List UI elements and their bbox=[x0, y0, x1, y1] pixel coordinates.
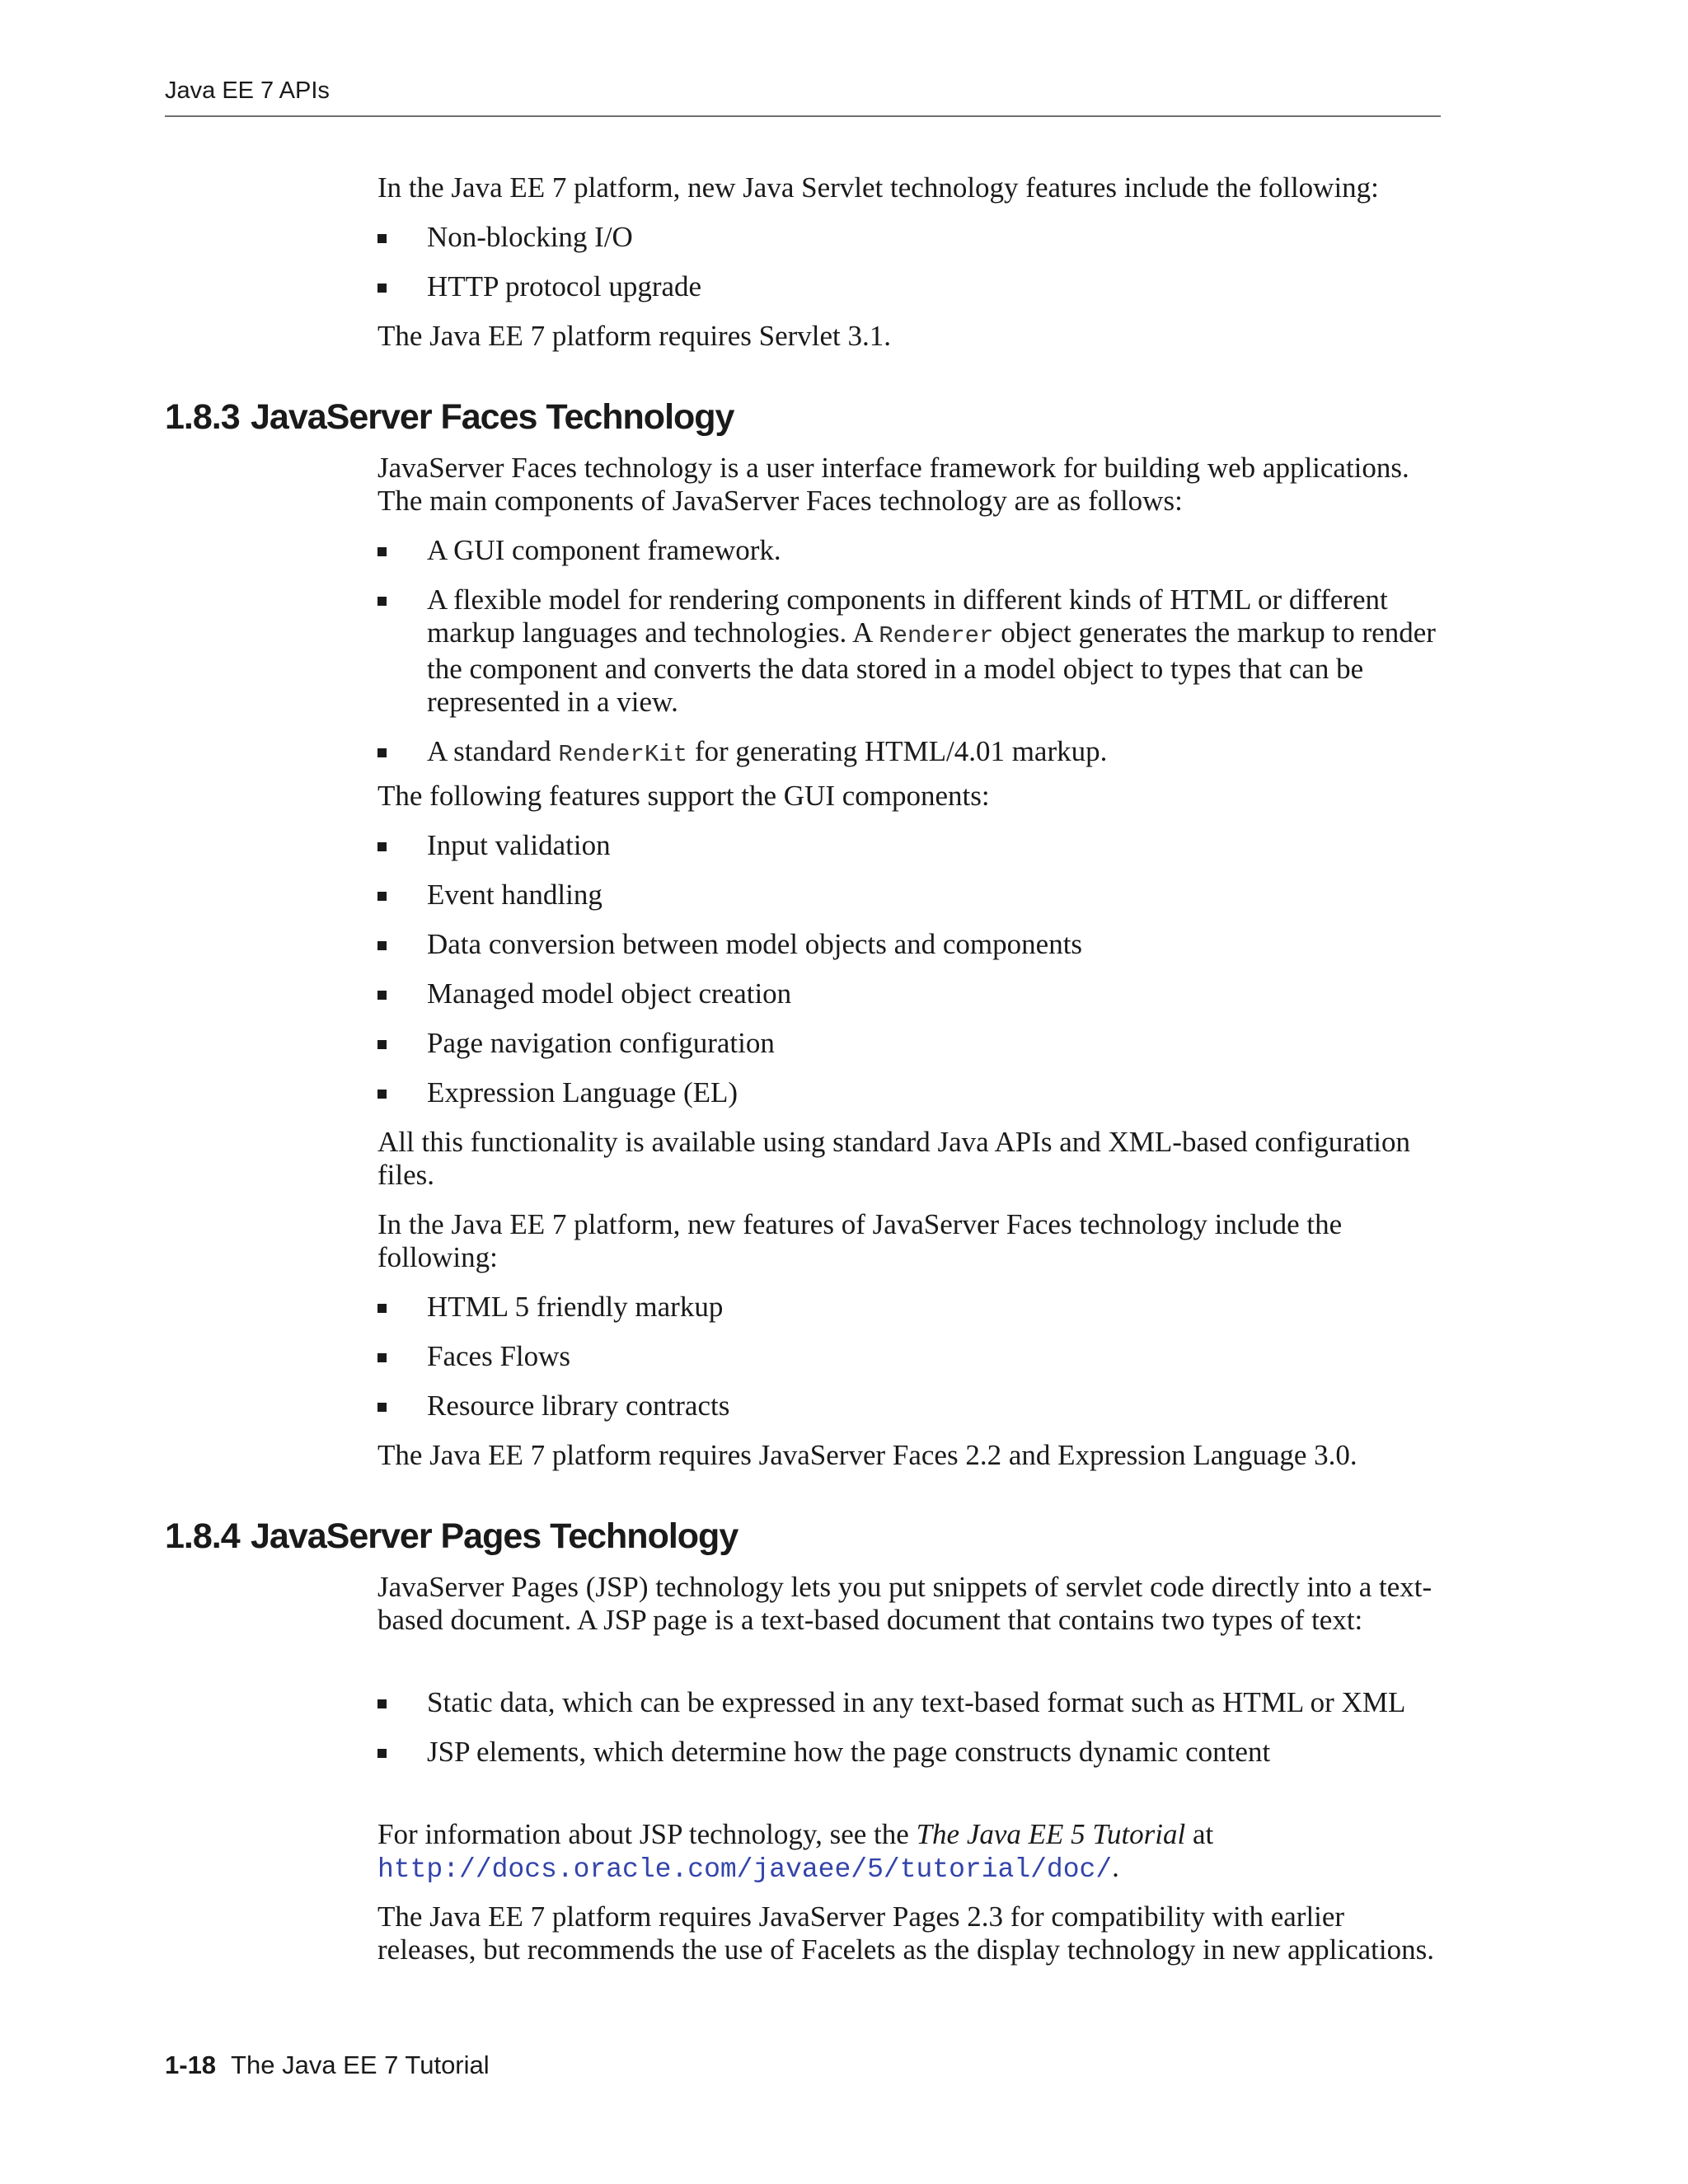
jsf-new-features-list bbox=[377, 1291, 1449, 1422]
servlet-intro-text: In the Java EE 7 platform, new Java Servlet technology features include the following: bbox=[377, 171, 1379, 204]
list-item-text: JSP elements, which determine how the page constructs dynamic content bbox=[427, 1736, 1271, 1768]
code-renderer: Renderer bbox=[879, 622, 994, 649]
section-title: JavaServer Pages Technology bbox=[251, 1516, 738, 1556]
list-item bbox=[377, 583, 1449, 719]
page-footer bbox=[165, 2050, 490, 2080]
bullet-icon bbox=[377, 1090, 387, 1099]
functionality-paragraph bbox=[377, 1126, 1449, 1192]
jsf-requirement-paragraph bbox=[377, 1439, 1449, 1472]
jsf-requirement-text: The Java EE 7 platform requires JavaServer Faces 2.2 and Expression Language 3.0. bbox=[377, 1439, 1357, 1471]
info-text: at bbox=[1185, 1818, 1214, 1850]
list-item bbox=[377, 1340, 1449, 1373]
list-item bbox=[377, 534, 1449, 567]
list-item bbox=[377, 270, 1449, 303]
list-item bbox=[377, 879, 1449, 912]
jsp-info-text bbox=[377, 1818, 1449, 1886]
header-rule bbox=[165, 115, 1441, 117]
bullet-icon bbox=[377, 1040, 387, 1049]
tutorial-link[interactable]: http://docs.oracle.com/javaee/5/tutorial/doc/ bbox=[377, 1854, 1113, 1885]
jsf-intro-paragraph bbox=[377, 452, 1449, 518]
list-item-text: A flexible model for rendering components in different kinds of HTML or different markup languages and technologies. A bbox=[427, 583, 1388, 649]
list-item-text: for generating HTML/4.01 markup. bbox=[687, 735, 1108, 767]
list-item bbox=[377, 928, 1449, 961]
servlet-features-list bbox=[377, 221, 1449, 303]
list-item-text: Resource library contracts bbox=[427, 1390, 730, 1422]
jsp-text-types-list bbox=[377, 1686, 1449, 1769]
bullet-icon bbox=[377, 1304, 387, 1313]
functionality-text: All this functionality is available using standard Java APIs and XML-based configuration files. bbox=[377, 1126, 1410, 1191]
jsp-intro-paragraph bbox=[377, 1571, 1449, 1637]
tutorial-title: The Java EE 5 Tutorial bbox=[916, 1818, 1186, 1850]
jsp-info-paragraph bbox=[377, 1818, 1449, 1886]
section-heading-jsp bbox=[165, 1516, 738, 1557]
list-item bbox=[377, 1291, 1449, 1324]
info-text: . bbox=[1112, 1851, 1119, 1883]
bullet-icon bbox=[377, 597, 387, 606]
section-number: 1.8.3 bbox=[165, 397, 240, 437]
jsf-new-features-intro-text: In the Java EE 7 platform, new features of JavaServer Faces technology include the following: bbox=[377, 1208, 1343, 1273]
bullet-icon bbox=[377, 941, 387, 950]
list-item-text: A standard bbox=[427, 735, 559, 767]
servlet-intro-paragraph bbox=[377, 171, 1449, 204]
list-item-text: object generates the markup to render the component and converts the data stored in a model object to types that can be represented in a view. bbox=[427, 616, 1436, 718]
bullet-icon bbox=[377, 991, 387, 1000]
bullet-icon bbox=[377, 284, 387, 293]
list-item bbox=[377, 735, 1449, 771]
list-item-text: Data conversion between model objects and components bbox=[427, 928, 1083, 960]
code-renderkit: RenderKit bbox=[558, 741, 688, 768]
jsf-intro-text: JavaServer Faces technology is a user interface framework for building web applications. The main components of JavaServer Faces technology are as follows: bbox=[377, 452, 1409, 517]
list-item bbox=[377, 1390, 1449, 1422]
list-item bbox=[377, 1076, 1449, 1109]
list-item bbox=[377, 221, 1449, 254]
gui-support-intro-paragraph bbox=[377, 780, 1449, 813]
bullet-icon bbox=[377, 547, 387, 556]
book-title: The Java EE 7 Tutorial bbox=[231, 2050, 490, 2079]
section-title: JavaServer Faces Technology bbox=[251, 397, 734, 437]
bullet-icon bbox=[377, 842, 387, 851]
bullet-icon bbox=[377, 1699, 387, 1708]
list-item bbox=[377, 1736, 1449, 1769]
list-item-text: Non-blocking I/O bbox=[427, 221, 633, 253]
bullet-icon bbox=[377, 1749, 387, 1758]
servlet-requirement-text: The Java EE 7 platform requires Servlet 3.1. bbox=[377, 320, 891, 352]
bullet-icon bbox=[377, 234, 387, 243]
list-item-text: A GUI component framework. bbox=[427, 534, 781, 566]
gui-features-list bbox=[377, 829, 1449, 1109]
list-item-text: Static data, which can be expressed in any text-based format such as HTML or XML bbox=[427, 1686, 1406, 1718]
jsp-requirement-text: The Java EE 7 platform requires JavaServer Pages 2.3 for compatibility with earlier releases, but recommends the use of Facelets as the display technology in new applications. bbox=[377, 1900, 1434, 1966]
list-item-text: HTTP protocol upgrade bbox=[427, 270, 702, 302]
info-text: For information about JSP technology, see the bbox=[377, 1818, 917, 1850]
list-item-text: Managed model object creation bbox=[427, 977, 792, 1010]
list-item-text: Faces Flows bbox=[427, 1340, 571, 1372]
list-item-text: Input validation bbox=[427, 829, 611, 861]
jsp-intro-text: JavaServer Pages (JSP) technology lets you put snippets of servlet code directly into a text-based document. A JSP page is a text-based document that contains two types of text: bbox=[377, 1571, 1432, 1636]
section-number: 1.8.4 bbox=[165, 1516, 240, 1556]
list-item-text: Page navigation configuration bbox=[427, 1027, 775, 1059]
jsf-new-features-intro-paragraph bbox=[377, 1208, 1449, 1274]
jsp-requirement-paragraph bbox=[377, 1900, 1449, 1966]
list-item-text: HTML 5 friendly markup bbox=[427, 1291, 724, 1323]
list-item bbox=[377, 1686, 1449, 1719]
gui-support-intro-text: The following features support the GUI components: bbox=[377, 780, 990, 812]
list-item-text: Expression Language (EL) bbox=[427, 1076, 738, 1108]
jsf-components-list bbox=[377, 534, 1449, 771]
bullet-icon bbox=[377, 1353, 387, 1362]
list-item-text: Event handling bbox=[427, 879, 603, 911]
list-item bbox=[377, 829, 1449, 862]
bullet-icon bbox=[377, 748, 387, 757]
servlet-requirement-paragraph bbox=[377, 320, 1449, 353]
bullet-icon bbox=[377, 1403, 387, 1412]
running-header: Java EE 7 APIs bbox=[165, 77, 330, 104]
page-number: 1-18 bbox=[165, 2050, 217, 2079]
list-item bbox=[377, 1027, 1449, 1060]
section-heading-jsf bbox=[165, 397, 734, 438]
bullet-icon bbox=[377, 892, 387, 901]
list-item bbox=[377, 977, 1449, 1010]
